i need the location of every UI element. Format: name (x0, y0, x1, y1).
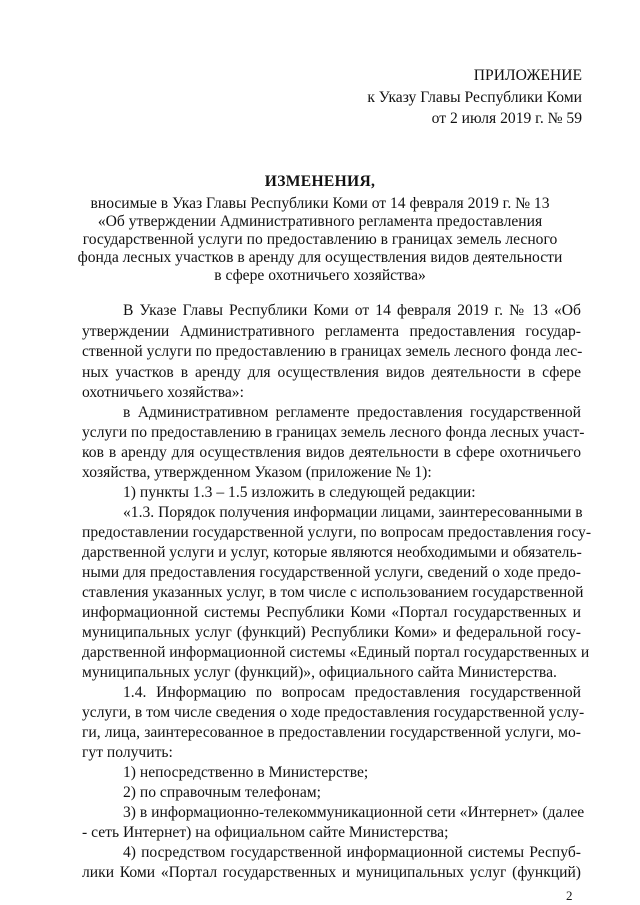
body-line: 1.4. Информацию по вопросам предоставления государственной (123, 684, 581, 701)
body-line: муниципальных услуг (функций) Республики Коми» и федеральной госу- (82, 624, 581, 641)
body-line: информационной системы Республики Коми «Портал государственных и (82, 604, 581, 621)
body-line: охотничьего хозяйства»: (82, 384, 244, 401)
body-line: ков в аренду для осуществления видов деятельности в сфере охотничьего (82, 444, 581, 461)
body-line: хозяйства, утвержденном Указом (приложение № 1): (82, 464, 432, 481)
body-line: муниципальных услуг (функций)», официального сайта Министерства. (82, 664, 557, 681)
body-line: 3) в информационно-телекоммуникационной сети «Интернет» (далее (123, 804, 585, 821)
body-line: лики Коми «Портал государственных и муниципальных услуг (функций) (82, 864, 581, 881)
body-line: гут получить: (82, 744, 173, 761)
body-line: 4) посредством государственной информационной системы Респуб- (123, 844, 581, 861)
appendix-date: от 2 июля 2019 г. № 59 (431, 110, 582, 127)
body-line: В Указе Главы Республики Коми от 14 февраля 2019 г. № 13 «Об (123, 302, 581, 319)
body-line: в Административном регламенте предоставления государственной (123, 404, 581, 421)
body-line: дарственной услуги и услуг, которые являются необходимыми и обязатель- (82, 544, 582, 561)
subtitle-line: фонда лесных участков в аренду для осуществления видов деятельности (77, 249, 563, 266)
subtitle-line: в сфере охотничьего хозяйства» (214, 267, 426, 284)
body-line: ственной услуги по предоставлению в границах земель лесного фонда лес- (82, 343, 583, 360)
body-line: ных участков в аренду для осуществления видов деятельности в сфере (82, 364, 581, 381)
appendix-decree: к Указу Главы Республики Коми (367, 89, 582, 106)
appendix-label: ПРИЛОЖЕНИЕ (473, 67, 582, 84)
body-line: ги, лица, заинтересованное в предоставлении государственной услуги, мо- (82, 724, 581, 741)
subtitle-line: государственной услуги по предоставлению в границах земель лесного (82, 231, 558, 248)
body-line: услуги по предоставлению в границах земель лесного фонда лесных участ- (82, 424, 585, 441)
body-line: 2) по справочным телефонам; (123, 784, 321, 801)
subtitle-line: «Об утверждении Административного регламента предоставления (97, 213, 543, 230)
body-line: дарственной информационной системы «Единый портал государственных и (82, 644, 590, 661)
page-number: 2 (566, 888, 573, 903)
body-line: - сеть Интернет) на официальном сайте Министерства; (82, 824, 449, 841)
body-line: утверждении Административного регламента предоставления государ- (82, 323, 581, 340)
body-line: ными для предоставления государственной услуги, сведений о ходе предо- (82, 564, 581, 581)
body-line: ставления указанных услуг, в том числе с использованием государственной (82, 584, 584, 601)
body-line: услуги, в том числе сведения о ходе предоставления государственной услу- (82, 704, 585, 721)
body-line: предоставлении государственной услуги, по вопросам предоставления госу- (82, 524, 592, 541)
body-line: «1.3. Порядок получения информации лицами, заинтересованными в (123, 504, 583, 521)
subtitle-line: вносимые в Указ Главы Республики Коми от 14 февраля 2019 г. № 13 (90, 195, 550, 212)
body-line: 1) пункты 1.3 – 1.5 изложить в следующей редакции: (123, 484, 476, 501)
document-title: ИЗМЕНЕНИЯ, (264, 173, 376, 190)
body-line: 1) непосредственно в Министерстве; (123, 764, 369, 781)
